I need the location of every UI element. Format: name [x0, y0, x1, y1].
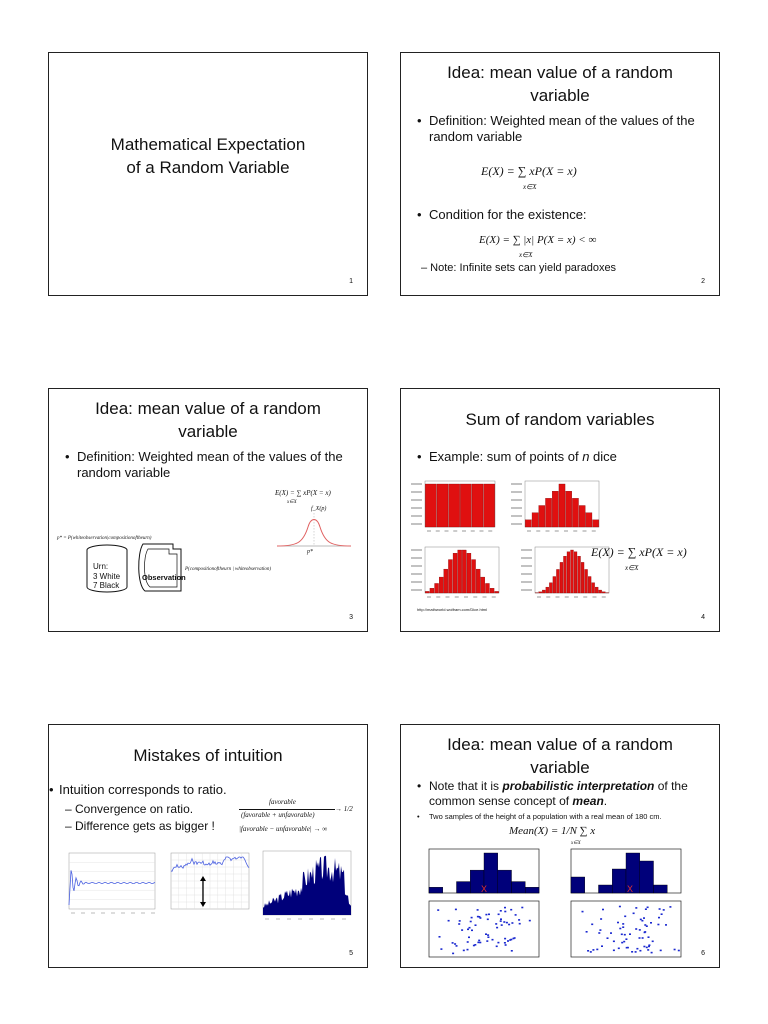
- sample-point: [678, 950, 680, 952]
- sample-point: [473, 945, 475, 947]
- sub-difference: – Difference gets as bigger !: [65, 819, 215, 833]
- dice-histogram-1: [409, 481, 497, 537]
- sample-point: [659, 908, 661, 910]
- sample-point: [617, 922, 619, 924]
- expectation-formula: E(X) = ∑ xP(X = x): [481, 164, 577, 178]
- bullet-definition: [65, 449, 357, 481]
- mean-marker: X: [481, 884, 488, 894]
- sample-point: [497, 942, 499, 944]
- sample-point: [635, 907, 637, 909]
- sample-point: [504, 911, 506, 913]
- dice-bar: [472, 484, 483, 527]
- sample-point: [631, 951, 633, 953]
- sample-point: [478, 940, 480, 942]
- sample-point: [456, 945, 458, 947]
- bullet-text: Intuition corresponds to ratio.: [59, 782, 227, 797]
- dice-bar: [599, 590, 602, 593]
- expectation-formula: E(X) = ∑ xP(X = x): [591, 545, 687, 559]
- sample-point: [602, 909, 604, 911]
- dice-bar: [437, 484, 448, 527]
- sample-point: [485, 914, 487, 916]
- sample-point: [469, 927, 471, 929]
- dice-bar: [574, 552, 577, 593]
- sample-point: [587, 950, 589, 952]
- slide-number: 5: [349, 950, 353, 957]
- sample-point: [452, 942, 454, 944]
- bullet-text-e: .: [603, 794, 608, 808]
- slide-number: 2: [701, 278, 705, 285]
- slide-title-line1: Idea: mean value of a random: [447, 735, 673, 754]
- dice-bar: [592, 583, 595, 593]
- histogram-bar: [429, 887, 443, 893]
- pstar-label: p*: [307, 549, 313, 555]
- sample-point: [461, 929, 463, 931]
- bullet-intuition: [49, 782, 359, 798]
- sample-point: [647, 949, 649, 951]
- slide-number: 4: [701, 614, 705, 621]
- sample-point: [504, 907, 506, 909]
- sample-point: [635, 951, 637, 953]
- slide-number: 6: [701, 950, 705, 957]
- sample-point: [455, 909, 457, 911]
- dice-bar: [448, 560, 452, 593]
- dice-bar: [566, 491, 572, 527]
- sample-point: [621, 942, 623, 944]
- dice-bar: [563, 556, 566, 593]
- note-paradoxes: – Note: Infinite sets can yield paradoxes: [421, 262, 617, 274]
- sample-point: [669, 906, 671, 908]
- histogram-bar: [571, 877, 585, 893]
- sample-point: [674, 949, 676, 951]
- dice-bar: [472, 560, 476, 593]
- sample-point: [643, 917, 645, 919]
- sample-point: [518, 919, 520, 921]
- slide-title-line1: Mathematical Expectation: [110, 135, 306, 154]
- dice-bar: [467, 553, 471, 593]
- sample-point: [501, 924, 503, 926]
- sample-point: [624, 934, 626, 936]
- dice-bar: [425, 484, 436, 527]
- dice-bar: [559, 484, 565, 527]
- dice-bar: [579, 506, 585, 528]
- sample-point: [487, 936, 489, 938]
- sample-point: [658, 917, 660, 919]
- sample-point: [623, 941, 625, 943]
- bullet-condition: [417, 207, 709, 223]
- sample-point: [505, 944, 507, 946]
- sample-point: [475, 924, 477, 926]
- slide-1: [48, 52, 368, 296]
- ratio-convergence-plot: [65, 853, 157, 915]
- dice-bar: [581, 562, 584, 593]
- height-histogram-2: [571, 849, 681, 895]
- dice-bar: [571, 550, 574, 593]
- dice-bar: [546, 587, 549, 593]
- dice-bar: [449, 484, 460, 527]
- sample-point: [657, 924, 659, 926]
- bullet-dot: •: [417, 207, 422, 222]
- histogram-bar: [525, 887, 539, 893]
- slide-title-line2: variable: [530, 86, 590, 105]
- sample-point: [625, 938, 627, 940]
- dice-bar: [484, 484, 495, 527]
- urn-white-count: 3 White: [93, 571, 121, 581]
- histogram-bar: [512, 882, 526, 893]
- sample-point: [509, 939, 511, 941]
- dice-bar: [460, 484, 471, 527]
- dice-bar: [490, 588, 494, 593]
- bullet-dot: •: [65, 449, 70, 464]
- dice-histogram-2: [509, 481, 601, 537]
- bullet-variable: n: [582, 449, 590, 464]
- histogram-bar: [654, 885, 668, 893]
- bullet-dot: •: [49, 782, 54, 797]
- dice-bar: [567, 552, 570, 593]
- sample-point: [511, 950, 513, 952]
- slide-title: Sum of random variables: [465, 410, 655, 429]
- histogram-bar: [457, 882, 471, 893]
- bullet-note: [417, 779, 713, 809]
- dice-bar: [578, 556, 581, 593]
- sample-point: [439, 936, 441, 938]
- sample-point: [586, 931, 588, 933]
- bullet-mean: mean: [572, 794, 604, 808]
- sample-point: [607, 937, 609, 939]
- histogram-bar: [498, 870, 512, 893]
- bullet-text: Condition for the existence:: [429, 207, 587, 222]
- mean-formula: Mean(X) = 1/N ∑ x: [509, 825, 596, 837]
- ratio-numerator: favorable: [269, 798, 296, 806]
- sample-point: [601, 945, 603, 947]
- sample-point: [510, 909, 512, 911]
- slide-title-line1: Idea: mean value of a random: [95, 399, 321, 418]
- sample-point: [471, 917, 473, 919]
- sample-point: [477, 942, 479, 944]
- histogram-bar: [599, 885, 613, 893]
- sample-point: [478, 916, 480, 918]
- dice-bar: [585, 569, 588, 593]
- sample-point: [643, 946, 645, 948]
- difference-walk-plot: [169, 853, 251, 915]
- density-label: f_X(p): [311, 506, 327, 512]
- dice-bar: [481, 577, 485, 593]
- sample-point: [437, 909, 439, 911]
- sample-point: [504, 938, 506, 940]
- dice-bar: [462, 550, 466, 593]
- sample-point: [618, 948, 620, 950]
- histogram-bar: [612, 869, 626, 893]
- dice-bar: [430, 588, 434, 593]
- height-scatter-2: [571, 901, 681, 957]
- sample-point: [459, 920, 461, 922]
- dice-bar: [586, 513, 592, 527]
- bullet-samples: [417, 812, 719, 821]
- formula-subscript: x∈X: [625, 564, 639, 572]
- bullet-text: Definition: Weighted mean of the values of the random variable: [77, 449, 343, 480]
- sample-point: [596, 949, 598, 951]
- plot-frame: [429, 901, 539, 957]
- sample-point: [511, 922, 513, 924]
- sample-point: [645, 908, 647, 910]
- sample-point: [624, 916, 626, 918]
- dice-bar: [495, 591, 499, 593]
- sample-point: [498, 914, 500, 916]
- sample-point: [600, 918, 602, 920]
- urn-label: [93, 562, 120, 591]
- sample-point: [592, 949, 594, 951]
- sample-point: [454, 943, 456, 945]
- sample-point: [467, 929, 469, 931]
- sample-point: [633, 913, 635, 915]
- slide-title-line2: variable: [530, 758, 590, 777]
- sample-point: [590, 951, 592, 953]
- slide-number: 1: [349, 278, 353, 285]
- slide-title-line1: Idea: mean value of a random: [447, 63, 673, 82]
- slide-title-line2: of a Random Variable: [126, 158, 290, 177]
- sample-point: [440, 948, 442, 950]
- bullet-definition: [417, 113, 709, 145]
- sample-point: [507, 940, 509, 942]
- sample-point: [503, 921, 505, 923]
- sample-point: [651, 952, 653, 954]
- slide-number: 3: [349, 614, 353, 621]
- sample-point: [470, 921, 472, 923]
- bullet-text-end: dice: [589, 449, 617, 464]
- sample-point: [635, 928, 637, 930]
- sample-point: [467, 941, 469, 943]
- sample-point: [619, 906, 621, 908]
- mean-marker: X: [627, 884, 634, 894]
- dice-bar: [595, 587, 598, 593]
- sample-point: [458, 923, 460, 925]
- sample-point: [626, 947, 628, 949]
- sample-point: [647, 907, 649, 909]
- sample-point: [500, 910, 502, 912]
- dice-bar: [553, 577, 556, 593]
- sample-point: [665, 924, 667, 926]
- sample-point: [663, 909, 665, 911]
- sample-point: [463, 950, 465, 952]
- bullet-text: Example: sum of points of: [429, 449, 583, 464]
- sample-point: [613, 941, 615, 943]
- urn-black-count: 7 Black: [93, 581, 120, 590]
- sample-point: [496, 927, 498, 929]
- dice-bar: [485, 583, 489, 593]
- height-histogram-1: [429, 849, 539, 895]
- dice-bar: [549, 583, 552, 593]
- formula-subscript: x∈X: [287, 500, 297, 505]
- ratio-limit: → 1/2: [335, 805, 353, 813]
- dice-bar: [593, 520, 599, 527]
- slide-title-line2: variable: [178, 422, 238, 441]
- posterior-formula: P(compositionoftheurn | whiteobservation): [185, 567, 272, 572]
- bullet-dot: •: [417, 779, 422, 793]
- sample-point: [648, 936, 650, 938]
- sample-point: [622, 923, 624, 925]
- sample-point: [492, 939, 494, 941]
- sample-point: [591, 924, 593, 926]
- sample-point: [486, 940, 488, 942]
- sample-point: [508, 924, 510, 926]
- dice-bar: [476, 569, 480, 593]
- histogram-bar: [640, 861, 654, 893]
- formula-subscript: x∈X: [523, 183, 537, 191]
- sample-point: [613, 950, 615, 952]
- sub-convergence: – Convergence on ratio.: [65, 802, 194, 816]
- slide-5: [48, 724, 368, 968]
- slide-6: [400, 724, 720, 968]
- sample-point: [471, 930, 473, 932]
- sample-point: [661, 913, 663, 915]
- sample-point: [496, 946, 498, 948]
- urn-title: Urn:: [93, 562, 109, 571]
- bullet-text-c: of the common sense concept of: [429, 779, 688, 808]
- slide-4: [400, 388, 720, 632]
- sample-point: [650, 922, 652, 924]
- dice-bar: [435, 583, 439, 593]
- bullet-text: Definition: Weighted mean of the values of the random variable: [429, 113, 695, 144]
- sample-point: [652, 941, 654, 943]
- dice-bar: [532, 513, 538, 527]
- bullet-text-a: Note that it is: [429, 779, 503, 793]
- sample-point: [485, 933, 487, 935]
- dice-histogram-3: [409, 547, 501, 603]
- bullet-text: Two samples of the height of a population with a real mean of 180 cm.: [429, 812, 662, 821]
- sample-point: [646, 947, 648, 949]
- sample-point: [448, 920, 450, 922]
- slide-3: [48, 388, 368, 632]
- sample-point: [515, 914, 517, 916]
- bullet-dot: •: [417, 449, 422, 464]
- slide-2: [400, 52, 720, 296]
- ratio-denominator: (favorable + unfavorable): [241, 811, 315, 819]
- existence-formula: E(X) = ∑ |x| P(X = x) < ∞: [479, 234, 597, 246]
- dice-bar: [453, 553, 457, 593]
- dice-bar: [539, 592, 542, 593]
- sample-point: [452, 953, 454, 955]
- sample-point: [529, 920, 531, 922]
- dice-bar: [444, 569, 448, 593]
- sample-point: [636, 948, 638, 950]
- sample-point: [610, 932, 612, 934]
- slide-title: Mistakes of intuition: [133, 746, 283, 765]
- sample-point: [621, 934, 623, 936]
- difference-formula: |favorable − unfavorable| → ∞: [239, 825, 328, 833]
- observation-label: Observation: [142, 573, 186, 582]
- expectation-formula: E(X) = ∑ xP(X = x): [275, 489, 331, 497]
- sample-point: [598, 932, 600, 934]
- bullet-example: [417, 449, 709, 465]
- dice-bar: [572, 498, 578, 527]
- sample-point: [639, 937, 641, 939]
- sample-point: [641, 920, 643, 922]
- sample-point: [479, 942, 481, 944]
- dice-bar: [439, 577, 443, 593]
- sample-point: [467, 949, 469, 951]
- sample-point: [582, 911, 584, 913]
- sample-point: [500, 918, 502, 920]
- difference-area-plot: [261, 851, 353, 921]
- dice-bar: [525, 520, 531, 527]
- bullet-emphasis: probabilistic interpretation: [502, 779, 655, 793]
- sample-point: [644, 931, 646, 933]
- formula-subscript: x∈X: [571, 841, 581, 846]
- sample-point: [513, 938, 515, 940]
- dice-bar: [539, 506, 545, 528]
- bullet-dot: •: [417, 113, 422, 128]
- sample-point: [519, 923, 521, 925]
- sample-point: [642, 937, 644, 939]
- sample-point: [639, 929, 641, 931]
- formula-subscript: x∈X: [519, 251, 533, 259]
- dice-bar: [588, 577, 591, 593]
- sample-point: [504, 942, 506, 944]
- sample-point: [477, 909, 479, 911]
- bullet-dot: •: [417, 812, 420, 821]
- dice-bar: [602, 592, 605, 593]
- sample-point: [660, 950, 662, 952]
- sample-point: [521, 907, 523, 909]
- sample-point: [468, 937, 470, 939]
- sample-point: [487, 934, 489, 936]
- dice-bar: [542, 590, 545, 593]
- pstar-formula: p* = P(whiteobservation|compositionoftheurn): [57, 536, 152, 541]
- dice-bar: [552, 491, 558, 527]
- dice-bar: [458, 550, 462, 593]
- sample-point: [622, 926, 624, 928]
- sample-point: [599, 929, 601, 931]
- sample-point: [506, 922, 508, 924]
- sample-point: [619, 928, 621, 930]
- dice-bar: [425, 591, 429, 593]
- sample-point: [487, 919, 489, 921]
- sample-point: [500, 920, 502, 922]
- sample-point: [646, 925, 648, 927]
- ratio-fraction-bar: [239, 809, 335, 810]
- sample-point: [629, 933, 631, 935]
- dice-bar: [556, 569, 559, 593]
- dice-bar: [560, 562, 563, 593]
- dice-bar: [545, 498, 551, 527]
- height-scatter-1: [429, 901, 539, 957]
- sample-point: [639, 950, 641, 952]
- sample-point: [488, 914, 490, 916]
- sample-point: [648, 944, 650, 946]
- density-curve: [277, 513, 351, 547]
- sample-point: [495, 923, 497, 925]
- dice-source: http://mathworld.wolfram.com/Dice.html: [417, 607, 488, 612]
